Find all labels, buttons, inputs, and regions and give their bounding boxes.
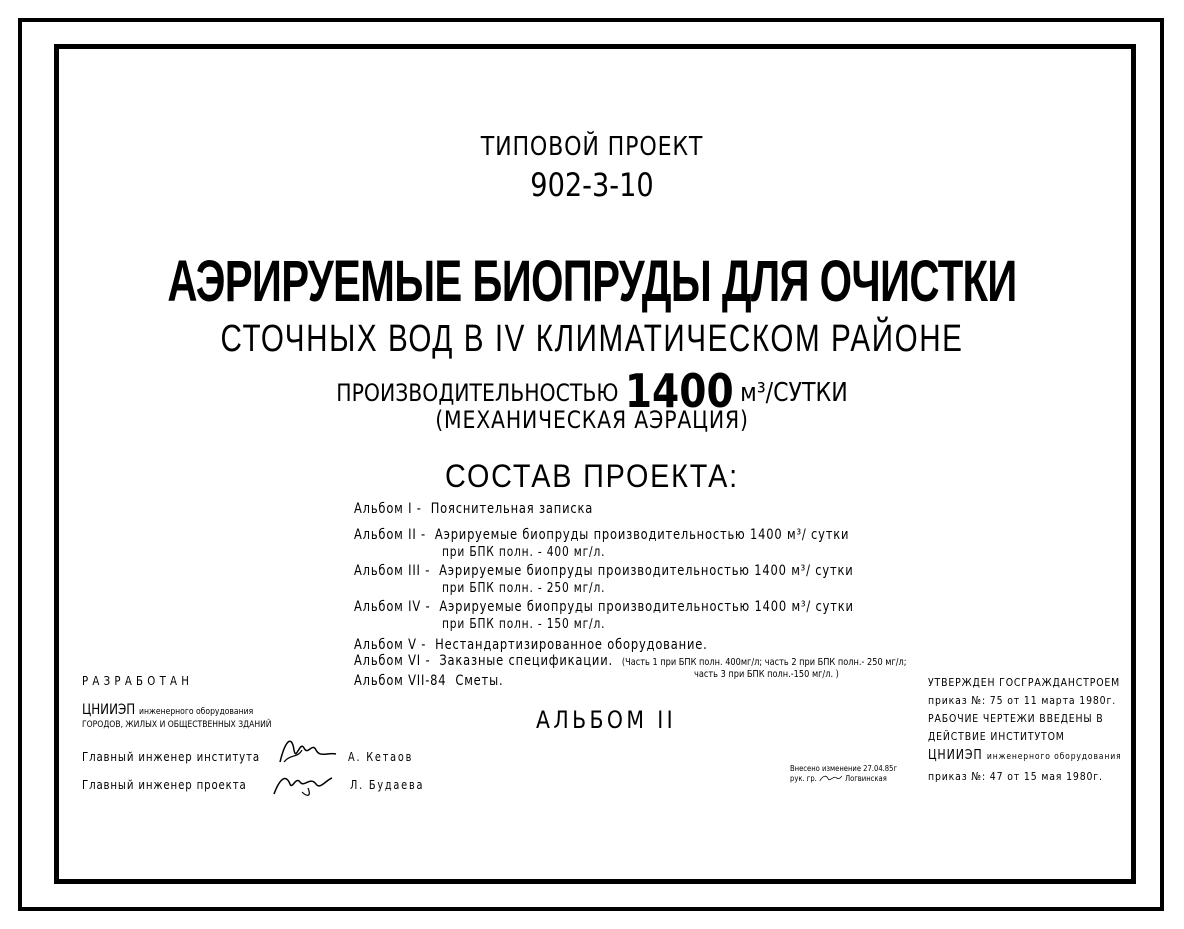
approval-line-1: УТВЕРЖДЕН ГОСГРАЖДАНСТРОЕМ [928,676,1121,689]
album-item: Альбом VII-84 Сметы. [354,673,504,689]
capacity-prefix: ПРОИЗВОДИТЕЛЬНОСТЬЮ [336,379,619,407]
changes-note: Внесено изменение 27.04.85г рук. гр. Логвинская [790,764,898,783]
album-subline: часть 3 при БПК полн.-150 мг/л. ) [694,669,839,680]
person-budaeva: Л. Будаева [350,778,425,792]
approval-org: ЦНИИЭП инженерного оборудования [928,748,1122,763]
developer-org-line2: ГОРОДОВ, ЖИЛЫХ И ОБЩЕСТВЕННЫХ ЗДАНИЙ [82,720,272,730]
album-item: Альбом IV - Аэрируемые биопруды производительностью 1400 м³/ сутки [354,599,854,615]
album-item: Альбом VI - Заказные спецификации. (Часть 1 при БПК полн. 400мг/л; часть 2 при БПК полн.- 250 мг/л; [354,653,907,669]
album-subline: при БПК полн. - 150 мг/л. [442,617,606,632]
title-line-2: СТОЧНЫХ ВОД В IV КЛИМАТИЧЕСКОМ РАЙОНЕ [220,318,964,360]
approval-line-2: приказ №: 75 от 11 марта 1980г. [928,694,1117,707]
signature-mark [819,774,843,783]
album-item: Альбом V - Нестандартизированное оборудование. [354,637,708,653]
capacity-unit: м³/СУТКИ [740,378,848,408]
developer-title: РАЗРАБОТАН [82,674,194,688]
signature-images [272,728,342,800]
album-subline: при БПК полн. - 250 мг/л. [442,581,606,596]
role-chief-institute: Главный инженер института [82,750,260,764]
role-chief-project: Главный инженер проекта [82,778,247,792]
album-item: Альбом III - Аэрируемые биопруды производительностью 1400 м³/ сутки [354,563,854,579]
approval-line-6: приказ №: 47 от 15 мая 1980г. [928,770,1103,783]
album-subline: при БПК полн. - 400 мг/л. [442,545,606,560]
capacity-value: 1400 [624,364,734,418]
person-ketaov: А. Кетаов [348,750,414,764]
developer-org: ЦНИИЭП инженерного оборудования [82,702,254,718]
current-album: АЛЬБОМ II [536,706,677,734]
project-number: 902-3-10 [530,166,654,204]
composition-heading: СОСТАВ ПРОЕКТА: [445,458,739,494]
album-item: Альбом I - Пояснительная записка [354,501,594,517]
title-line-1: АЭРИРУЕМЫЕ БИОПРУДЫ ДЛЯ ОЧИСТКИ [167,249,1017,314]
approval-line-3: РАБОЧИЕ ЧЕРТЕЖИ ВВЕДЕНЫ В [928,712,1104,725]
aeration-note: (МЕХАНИЧЕСКАЯ АЭРАЦИЯ) [435,406,749,434]
project-type: ТИПОВОЙ ПРОЕКТ [480,132,704,162]
album-item: Альбом II - Аэрируемые биопруды производительностью 1400 м³/ сутки [354,527,850,543]
approval-line-4: ДЕЙСТВИЕ ИНСТИТУТОМ [928,730,1065,743]
